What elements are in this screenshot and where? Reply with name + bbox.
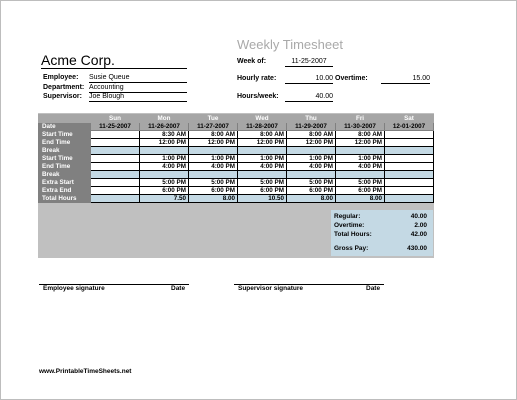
summary-value: 2.00 [414,222,427,229]
hours-week-label: Hours/week: [237,93,279,100]
table-cell [385,139,434,147]
summary-value: 40.00 [410,213,427,220]
table-cell: 8:30 AM [140,131,189,139]
hourly-rate-value: 10.00 [285,75,333,84]
page-title: Weekly Timesheet [237,37,343,52]
table-cell: 5:00 PM [287,179,336,187]
table-cell [189,171,238,179]
table-cell [189,147,238,155]
row-label: Start Time [39,155,91,163]
day-header: Mon [140,115,189,123]
supervisor-date-label: Date [366,285,381,292]
table-cell: 1:00 PM [189,155,238,163]
row-label: Break [39,171,91,179]
company-name: Acme Corp. [41,53,187,69]
overtime-rate-label: Overtime: [335,75,368,82]
table-cell: 4:00 PM [238,163,287,171]
table-row [39,187,434,195]
table-cell: 5:00 PM [189,179,238,187]
table-cell: 11-28-2007 [238,123,287,131]
table-cell [336,147,385,155]
table-cell [385,171,434,179]
footer-url: www.PrintableTimeSheets.net [39,368,132,375]
overtime-row [334,222,430,230]
row-label: Date [39,123,91,131]
day-header: Fri [336,115,385,123]
table-cell: 1:00 PM [238,155,287,163]
table-cell [140,171,189,179]
table-cell: 12-01-2007 [385,123,434,131]
day-header: Tue [189,115,238,123]
table-cell [385,155,434,163]
table-cell: 8:00 AM [238,131,287,139]
summary-value: 430.00 [407,245,427,252]
table-cell: 4:00 PM [189,163,238,171]
table-cell [287,147,336,155]
table-cell [91,147,140,155]
table-cell: 11-25-2007 [91,123,140,131]
table-cell [91,179,140,187]
table-cell [140,147,189,155]
summary-label: Total Hours: [334,231,372,238]
table-cell [336,171,385,179]
table-row [39,147,434,155]
row-label: Extra Start [39,179,91,187]
table-cell: 8:00 AM [287,131,336,139]
table-cell: 1:00 PM [140,155,189,163]
table-cell: 8.00 [287,195,336,203]
table-row [39,131,434,139]
table-cell: 8:00 AM [336,131,385,139]
pay-summary [331,210,433,256]
overtime-rate-value: 15.00 [381,75,430,84]
table-cell [91,163,140,171]
table-cell [91,171,140,179]
table-cell: 1:00 PM [336,155,385,163]
table-cell: 11-29-2007 [287,123,336,131]
table-cell: 6:00 PM [189,187,238,195]
timesheet-table [38,114,434,203]
table-cell [91,187,140,195]
department-label: Department: [43,84,85,91]
summary-value: 42.00 [410,231,427,238]
regular-row [334,213,430,221]
summary-label: Gross Pay: [334,245,369,252]
department-value: Accounting [89,84,187,93]
table-row [39,123,434,131]
table-cell: 6:00 PM [238,187,287,195]
table-cell: 5:00 PM [336,179,385,187]
row-label: End Time [39,163,91,171]
table-cell [385,187,434,195]
table-cell: 6:00 PM [140,187,189,195]
table-cell: 8.00 [336,195,385,203]
table-cell [385,147,434,155]
table-cell [287,171,336,179]
day-header: Sun [91,115,140,123]
employee-signature-label: Employee signature [43,285,105,292]
table-cell: 6:00 PM [336,187,385,195]
table-cell [385,179,434,187]
week-of-label: Week of: [237,58,267,65]
table-cell [238,171,287,179]
table-cell: 4:00 PM [287,163,336,171]
table-cell: 10.50 [238,195,287,203]
table-cell [91,195,140,203]
table-cell: 12:00 PM [238,139,287,147]
summary-label: Regular: [334,213,361,220]
table-cell [91,155,140,163]
summary-label: Overtime: [334,222,365,229]
row-label: Break [39,147,91,155]
table-cell [385,195,434,203]
table-cell [91,139,140,147]
table-row [39,179,434,187]
day-header-row [39,115,434,123]
total-hours-row [334,231,430,239]
supervisor-label: Supervisor: [43,93,82,100]
table-cell: 1:00 PM [287,155,336,163]
row-label: Extra End [39,187,91,195]
table-cell: 8.00 [189,195,238,203]
table-cell: 6:00 PM [287,187,336,195]
table-cell: 12:00 PM [287,139,336,147]
supervisor-value: Joe Blough [89,93,187,102]
employee-value: Susie Queue [89,74,187,83]
table-cell [385,131,434,139]
table-cell [91,131,140,139]
week-of-value: 11-25-2007 [285,58,333,67]
table-cell [385,163,434,171]
table-row [39,139,434,147]
table-cell: 4:00 PM [140,163,189,171]
hourly-rate-label: Hourly rate: [237,75,277,82]
day-header: Thu [287,115,336,123]
table-row [39,195,434,203]
row-label: Start Time [39,131,91,139]
table-cell: 11-26-2007 [140,123,189,131]
table-cell: 7.50 [140,195,189,203]
hours-week-value: 40.00 [285,93,333,102]
supervisor-signature-label: Supervisor signature [238,285,304,292]
table-cell: 4:00 PM [336,163,385,171]
table-cell: 11-27-2007 [189,123,238,131]
table-cell [238,147,287,155]
table-row [39,155,434,163]
day-header: Sat [385,115,434,123]
day-header: Wed [238,115,287,123]
table-row [39,171,434,179]
employee-date-label: Date [171,285,186,292]
table-row [39,163,434,171]
table-cell: 12:00 PM [189,139,238,147]
table-cell: 11-30-2007 [336,123,385,131]
table-cell: 12:00 PM [140,139,189,147]
table-cell: 12:00 PM [336,139,385,147]
header-corner [39,115,91,123]
row-label: End Time [39,139,91,147]
table-cell: 8:00 AM [189,131,238,139]
table-cell: 5:00 PM [238,179,287,187]
employee-label: Employee: [43,74,79,81]
table-cell: 5:00 PM [140,179,189,187]
gross-pay-row [334,245,430,253]
row-label: Total Hours [39,195,91,203]
